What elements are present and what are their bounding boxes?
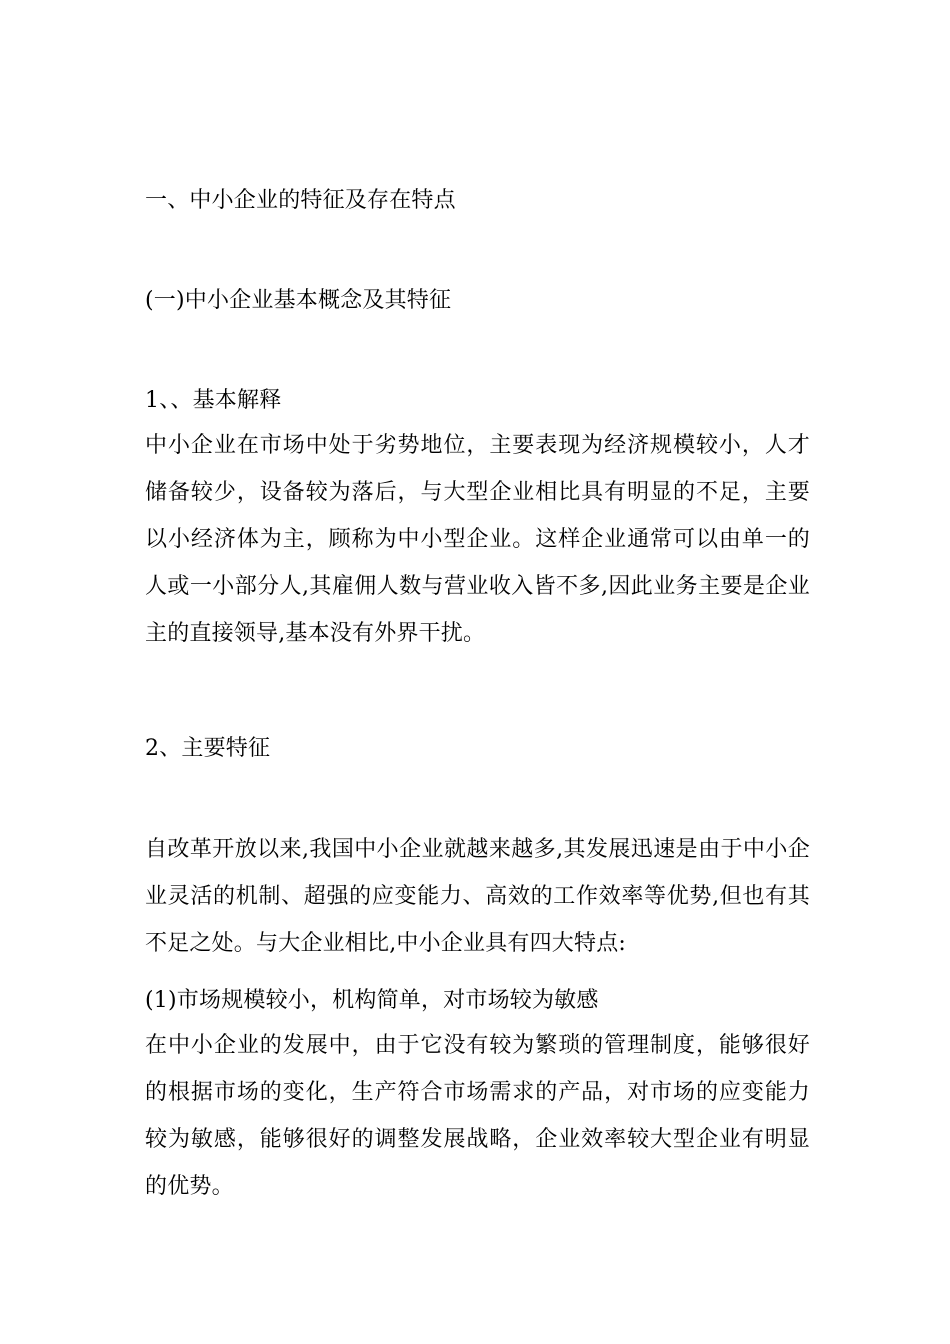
heading-level-1: 一、中小企业的特征及存在特点 <box>145 188 456 213</box>
section-1-title: 1、、基本解释 <box>145 388 282 413</box>
section-2-title: 2、主要特征 <box>145 736 271 761</box>
heading-level-2: (一)中小企业基本概念及其特征 <box>145 288 452 313</box>
point-1-body: 在中小企业的发展中，由于它没有较为繁琐的管理制度，能够很好的根据市场的变化，生产符合市场需求的产品，对市场的应变能力较为敏感，能够很好的调整发展战略，企业效率较大型企业有明显的优势。 <box>145 1033 810 1199</box>
section-2-intro: 自改革开放以来,我国中小企业就越来越多,其发展迅速是由于中小企业灵活的机制、超强的应变能力、高效的工作效率等优势,但也有其不足之处。与大企业相比,中小企业具有四大特点: <box>145 837 810 956</box>
point-1-title: (1)市场规模较小，机构简单，对市场较为敏感 <box>145 988 599 1013</box>
section-1-body: 中小企业在市场中处于劣势地位，主要表现为经济规模较小，人才储备较少，设备较为落后，与大型企业相比具有明显的不足，主要以小经济体为主，顾称为中小型企业。这样企业通常可以由单一的人或一小部分人,其雇佣人数与营业收入皆不多,因此业务主要是企业主的直接领导,基本没有外界干扰。 <box>145 433 810 646</box>
